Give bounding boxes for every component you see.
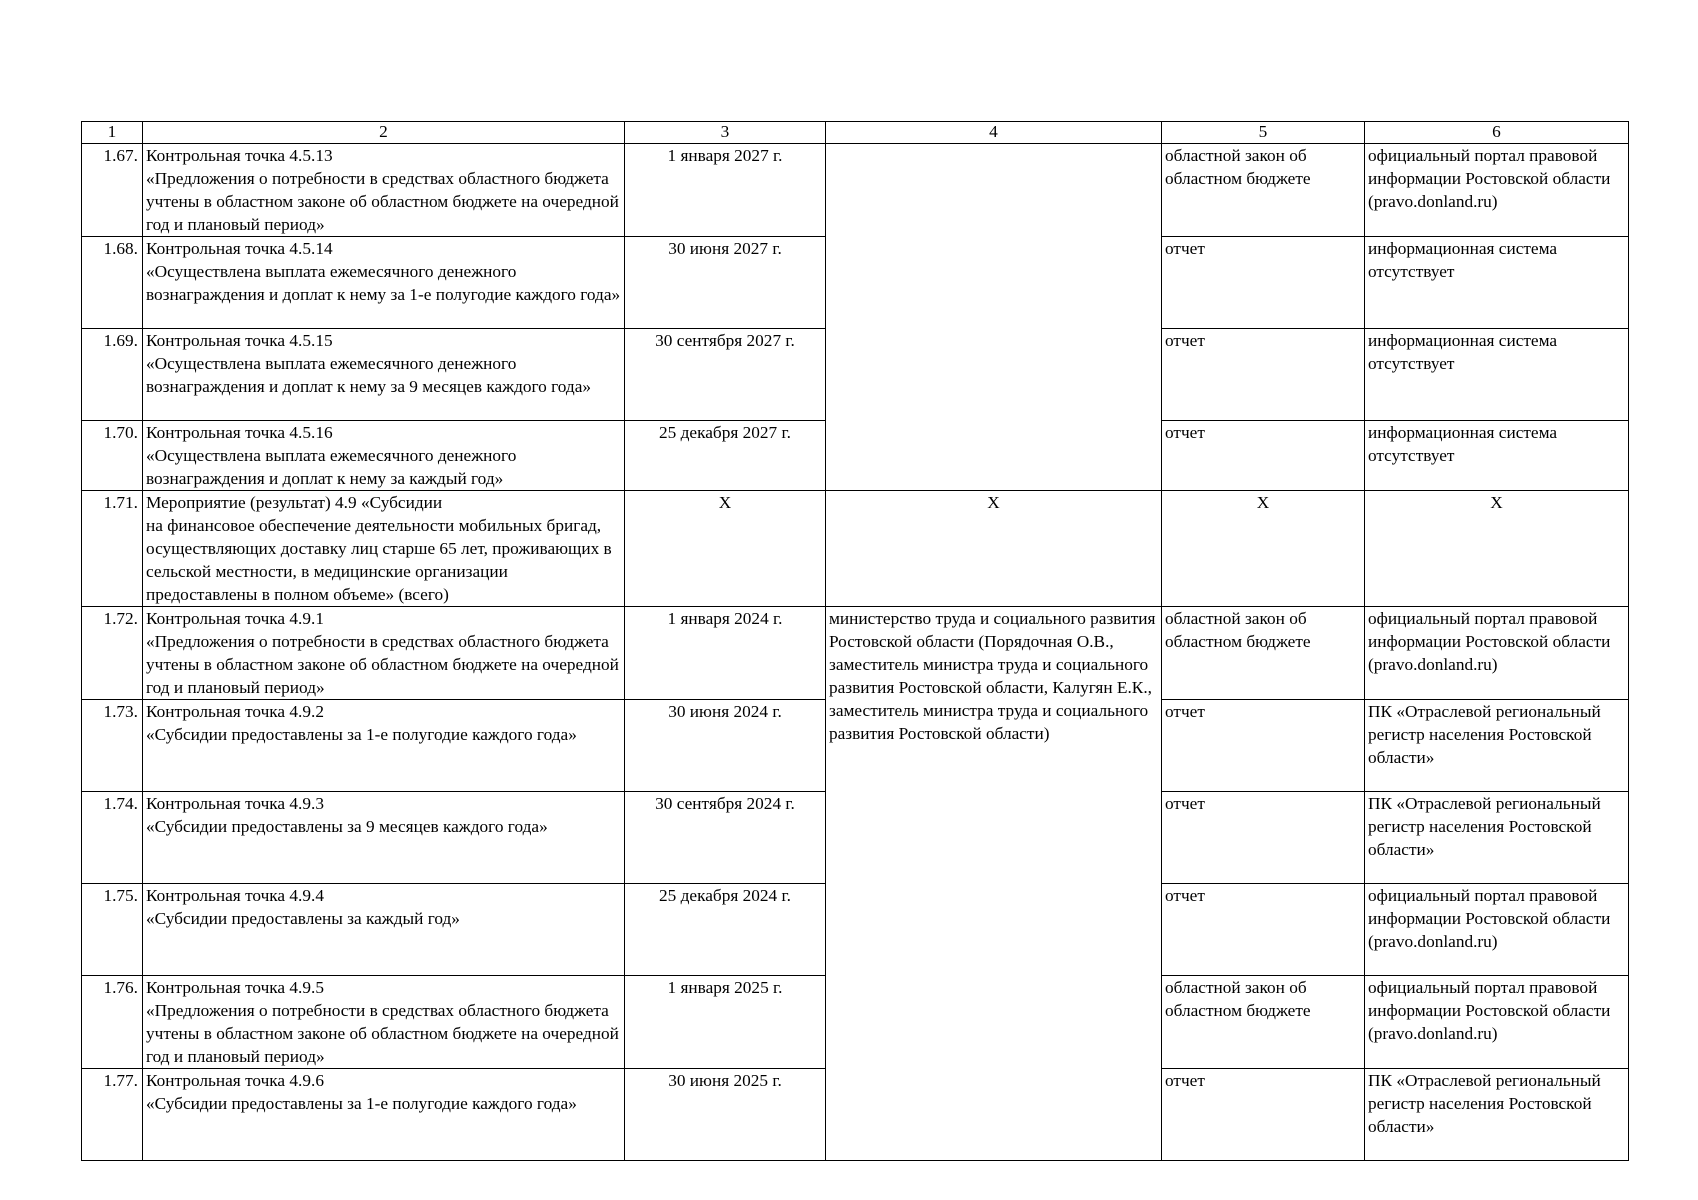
row-document: отчет bbox=[1162, 700, 1365, 792]
row-document: отчет bbox=[1162, 329, 1365, 421]
row-desc: «Субсидии предоставлены за 9 месяцев каждого года» bbox=[146, 817, 548, 836]
row-title: Контрольная точка 4.9.1 bbox=[146, 609, 324, 628]
row-number: 1.74. bbox=[82, 792, 143, 884]
row-number: 1.73. bbox=[82, 700, 143, 792]
row-source: информационная система отсутствует bbox=[1365, 421, 1629, 491]
row-description bbox=[143, 792, 625, 884]
column-number-row bbox=[82, 122, 1629, 144]
column-header-1: 1 bbox=[82, 122, 143, 144]
table-row bbox=[82, 144, 1629, 237]
row-date: 1 января 2025 г. bbox=[625, 976, 826, 1069]
row-desc: «Субсидии предоставлены за 1-е полугодие каждого года» bbox=[146, 1094, 577, 1113]
row-responsible-empty bbox=[826, 144, 1162, 491]
row-date: 25 декабря 2024 г. bbox=[625, 884, 826, 976]
row-responsible: Х bbox=[826, 491, 1162, 607]
row-document: отчет bbox=[1162, 1069, 1365, 1161]
row-source: информационная система отсутствует bbox=[1365, 237, 1629, 329]
row-description bbox=[143, 237, 625, 329]
row-description bbox=[143, 144, 625, 237]
row-document: областной закон об областном бюджете bbox=[1162, 607, 1365, 700]
row-number: 1.71. bbox=[82, 491, 143, 607]
responsible-group: министерство труда и социального развития Ростовской области (Порядочная О.В., заместитель министра труда и социального развития Ростовской области, Калугян Е.К., заместитель министра труда и социального развития Ростовской области) bbox=[826, 607, 1162, 1161]
row-desc: «Осуществлена выплата ежемесячного денежного вознаграждения и доплат к нему за каждый год» bbox=[146, 446, 517, 488]
row-document: отчет bbox=[1162, 237, 1365, 329]
row-description bbox=[143, 607, 625, 700]
row-title: Контрольная точка 4.5.14 bbox=[146, 239, 333, 258]
row-title: Контрольная точка 4.9.5 bbox=[146, 978, 324, 997]
row-document: отчет bbox=[1162, 421, 1365, 491]
row-desc: на финансовое обеспечение деятельности мобильных бригад, осуществляющих доставку лиц старше 65 лет, проживающих в сельской местности, в медицинские организации предоставлены в полном объеме» (всего) bbox=[146, 516, 612, 604]
row-description bbox=[143, 884, 625, 976]
row-title: Контрольная точка 4.5.13 bbox=[146, 146, 333, 165]
row-document: областной закон об областном бюджете bbox=[1162, 144, 1365, 237]
row-title: Контрольная точка 4.9.3 bbox=[146, 794, 324, 813]
row-number: 1.72. bbox=[82, 607, 143, 700]
row-title: Мероприятие (результат) 4.9 «Субсидии bbox=[146, 493, 443, 512]
column-header-2: 2 bbox=[143, 122, 625, 144]
row-number: 1.76. bbox=[82, 976, 143, 1069]
row-number: 1.68. bbox=[82, 237, 143, 329]
column-header-5: 5 bbox=[1162, 122, 1365, 144]
row-number: 1.77. bbox=[82, 1069, 143, 1161]
table-row bbox=[82, 607, 1629, 700]
row-title: Контрольная точка 4.9.4 bbox=[146, 886, 324, 905]
row-number: 1.75. bbox=[82, 884, 143, 976]
control-points-table bbox=[81, 121, 1629, 1161]
row-title: Контрольная точка 4.9.2 bbox=[146, 702, 324, 721]
row-description bbox=[143, 976, 625, 1069]
row-desc: «Субсидии предоставлены за 1-е полугодие каждого года» bbox=[146, 725, 577, 744]
row-description bbox=[143, 491, 625, 607]
row-document: отчет bbox=[1162, 792, 1365, 884]
row-source: официальный портал правовой информации Ростовской области (pravo.donland.ru) bbox=[1365, 144, 1629, 237]
row-title: Контрольная точка 4.5.15 bbox=[146, 331, 333, 350]
row-title: Контрольная точка 4.9.6 bbox=[146, 1071, 324, 1090]
row-source: ПК «Отраслевой региональный регистр населения Ростовской области» bbox=[1365, 1069, 1629, 1161]
row-source: ПК «Отраслевой региональный регистр населения Ростовской области» bbox=[1365, 792, 1629, 884]
row-document: Х bbox=[1162, 491, 1365, 607]
row-date: 30 сентября 2024 г. bbox=[625, 792, 826, 884]
row-desc: «Осуществлена выплата ежемесячного денежного вознаграждения и доплат к нему за 1-е полугодие каждого года» bbox=[146, 262, 621, 304]
column-header-6: 6 bbox=[1365, 122, 1629, 144]
row-source: информационная система отсутствует bbox=[1365, 329, 1629, 421]
row-source: Х bbox=[1365, 491, 1629, 607]
row-source: официальный портал правовой информации Ростовской области (pravo.donland.ru) bbox=[1365, 976, 1629, 1069]
row-document: отчет bbox=[1162, 884, 1365, 976]
row-desc: «Предложения о потребности в средствах областного бюджета учтены в областном законе об областном бюджете на очередной год и плановый период» bbox=[146, 632, 619, 697]
column-header-4: 4 bbox=[826, 122, 1162, 144]
row-description bbox=[143, 700, 625, 792]
row-date: 1 января 2024 г. bbox=[625, 607, 826, 700]
row-number: 1.69. bbox=[82, 329, 143, 421]
row-date: 30 июня 2025 г. bbox=[625, 1069, 826, 1161]
row-desc: «Предложения о потребности в средствах областного бюджета учтены в областном законе об областном бюджете на очередной год и плановый период» bbox=[146, 169, 619, 234]
row-document: областной закон об областном бюджете bbox=[1162, 976, 1365, 1069]
row-date: 30 сентября 2027 г. bbox=[625, 329, 826, 421]
row-desc: «Осуществлена выплата ежемесячного денежного вознаграждения и доплат к нему за 9 месяцев каждого года» bbox=[146, 354, 592, 396]
row-source: официальный портал правовой информации Ростовской области (pravo.donland.ru) bbox=[1365, 607, 1629, 700]
row-title: Контрольная точка 4.5.16 bbox=[146, 423, 333, 442]
row-number: 1.67. bbox=[82, 144, 143, 237]
row-date: 1 января 2027 г. bbox=[625, 144, 826, 237]
row-source: ПК «Отраслевой региональный регистр населения Ростовской области» bbox=[1365, 700, 1629, 792]
row-source: официальный портал правовой информации Ростовской области (pravo.donland.ru) bbox=[1365, 884, 1629, 976]
row-desc: «Субсидии предоставлены за каждый год» bbox=[146, 909, 460, 928]
row-description bbox=[143, 329, 625, 421]
row-date: 25 декабря 2027 г. bbox=[625, 421, 826, 491]
row-date: Х bbox=[625, 491, 826, 607]
row-date: 30 июня 2027 г. bbox=[625, 237, 826, 329]
row-number: 1.70. bbox=[82, 421, 143, 491]
row-description bbox=[143, 421, 625, 491]
row-description bbox=[143, 1069, 625, 1161]
row-date: 30 июня 2024 г. bbox=[625, 700, 826, 792]
table-row bbox=[82, 491, 1629, 607]
column-header-3: 3 bbox=[625, 122, 826, 144]
row-desc: «Предложения о потребности в средствах областного бюджета учтены в областном законе об областном бюджете на очередной год и плановый период» bbox=[146, 1001, 619, 1066]
